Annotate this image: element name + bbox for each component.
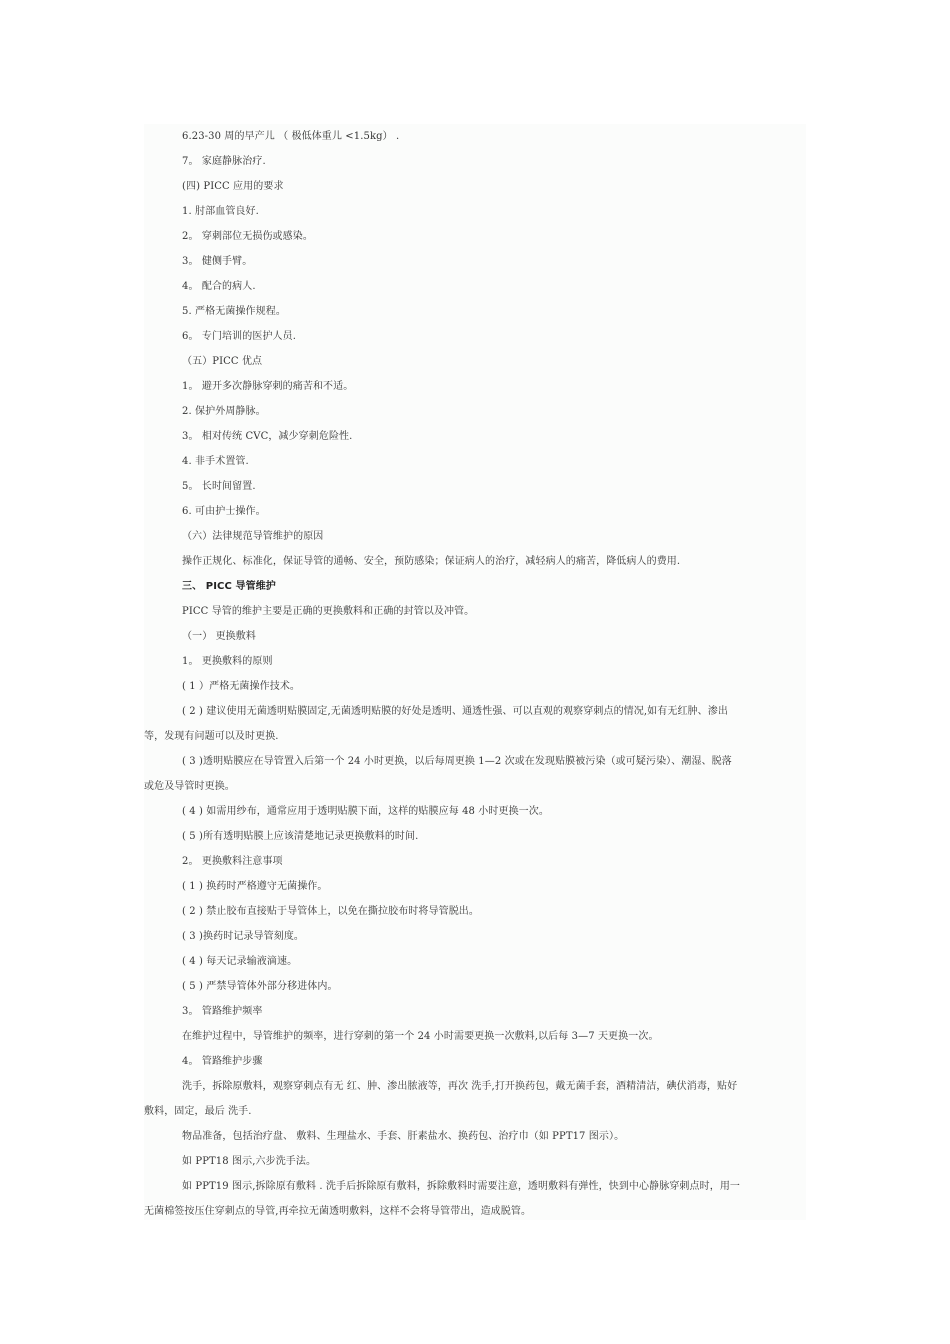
text-line: ( 2 ) 建议使用无菌透明贴膜固定,无菌透明贴膜的好处是透明、通透性强、可以直观的观察穿刺点的情况,如有无红肿、渗出	[182, 706, 728, 717]
section-heading: （一） 更换敷料	[182, 631, 256, 642]
text-line: 如 PPT18 图示,六步洗手法。	[182, 1156, 317, 1167]
text-line: 物品准备，包括治疗盘、 敷料、生理盐水、手套、肝素盐水、换药包、治疗巾（如 PPT17 图示）。	[182, 1131, 625, 1142]
text-line: 4. 非手术置管.	[182, 456, 249, 467]
section-heading: （五）PICC 优点	[182, 356, 263, 367]
text-line: 4。 配合的病人.	[182, 281, 256, 292]
section-heading: (四) PICC 应用的要求	[182, 181, 284, 192]
text-line: ( 2 ) 禁止胶布直接贴于导管体上，以免在撕拉胶布时将导管脱出。	[182, 906, 480, 917]
text-line: 7。 家庭静脉治疗.	[182, 156, 266, 167]
text-line: ( 1 ) 换药时严格遵守无菌操作。	[182, 881, 328, 892]
text-line: 6. 可由护士操作。	[182, 506, 266, 517]
text-line-continued: 敷料，固定，最后 洗手.	[144, 1106, 252, 1117]
text-line: 在维护过程中，导管维护的频率，进行穿刺的第一个 24 小时需要更换一次敷料,以后每 3—7 天更换一次。	[182, 1031, 659, 1042]
text-line: ( 5 ) 严禁导管体外部分移进体内。	[182, 981, 338, 992]
text-line: 1。 避开多次静脉穿刺的痛苦和不适。	[182, 381, 354, 392]
text-line-continued: 无菌棉签按压住穿刺点的导管,再牵拉无菌透明敷料，这样不会将导管带出，造成脱管。	[144, 1206, 532, 1217]
text-line: PICC 导管的维护主要是正确的更换敷料和正确的封管以及冲管。	[182, 606, 475, 617]
text-line: 洗手，拆除原敷料，观察穿刺点有无 红、肿、渗出脓液等，再次 洗手,打开换药包，戴无菌手套，酒精清洁，碘伏消毒，贴好	[182, 1081, 738, 1092]
text-line: 5。 长时间留置.	[182, 481, 256, 492]
text-line: 6。 专门培训的医护人员.	[182, 331, 297, 342]
section-heading: （六）法律规范导管维护的原因	[182, 531, 324, 542]
text-line: 4。 管路维护步骤	[182, 1056, 263, 1067]
text-line: ( 1 ）严格无菌操作技术。	[182, 681, 301, 692]
text-line: 2。 穿刺部位无损伤或感染。	[182, 231, 313, 242]
text-line: 2. 保护外周静脉。	[182, 406, 266, 417]
text-line-continued: 等，发现有问题可以及时更换.	[144, 731, 279, 742]
text-line: 3。 相对传统 CVC，减少穿刺危险性.	[182, 431, 353, 442]
text-line: 1. 肘部血管良好.	[182, 206, 259, 217]
text-line: 3。 健侧手臂。	[182, 256, 253, 267]
text-line: 5. 严格无菌操作规程。	[182, 306, 286, 317]
text-line: 如 PPT19 图示,拆除原有敷料 . 洗手后拆除原有敷料，拆除敷料时需要注意，透明敷料有弹性，快到中心静脉穿刺点时，用一	[182, 1181, 741, 1192]
text-line: 6.23-30 周的早产儿 （ 极低体重儿 <1.5kg） .	[182, 131, 400, 142]
text-line: ( 4 ) 如需用纱布，通常应用于透明贴膜下面，这样的贴膜应每 48 小时更换一次。	[182, 806, 549, 817]
text-line: 2。 更换敷料注意事项	[182, 856, 283, 867]
text-line: ( 5 )所有透明贴膜上应该清楚地记录更换敷料的时间.	[182, 831, 419, 842]
text-line: 1。 更换敷料的原则	[182, 656, 273, 667]
chapter-heading: 三、 PICC 导管维护	[182, 581, 276, 592]
document-body	[144, 124, 806, 1220]
text-line: 操作正规化、标准化，保证导管的通畅、安全，预防感染；保证病人的治疗，减轻病人的痛苦，降低病人的费用.	[182, 556, 681, 567]
text-line-continued: 或危及导管时更换。	[144, 781, 235, 792]
text-line: ( 3 )换药时记录导管刻度。	[182, 931, 305, 942]
text-line: ( 3 )透明贴膜应在导管置入后第一个 24 小时更换，以后每周更换 1—2 次或在发现贴膜被污染（或可疑污染）、潮湿、脱落	[182, 756, 732, 767]
text-line: 3。 管路维护频率	[182, 1006, 263, 1017]
text-line: ( 4 ) 每天记录输液滴速。	[182, 956, 298, 967]
